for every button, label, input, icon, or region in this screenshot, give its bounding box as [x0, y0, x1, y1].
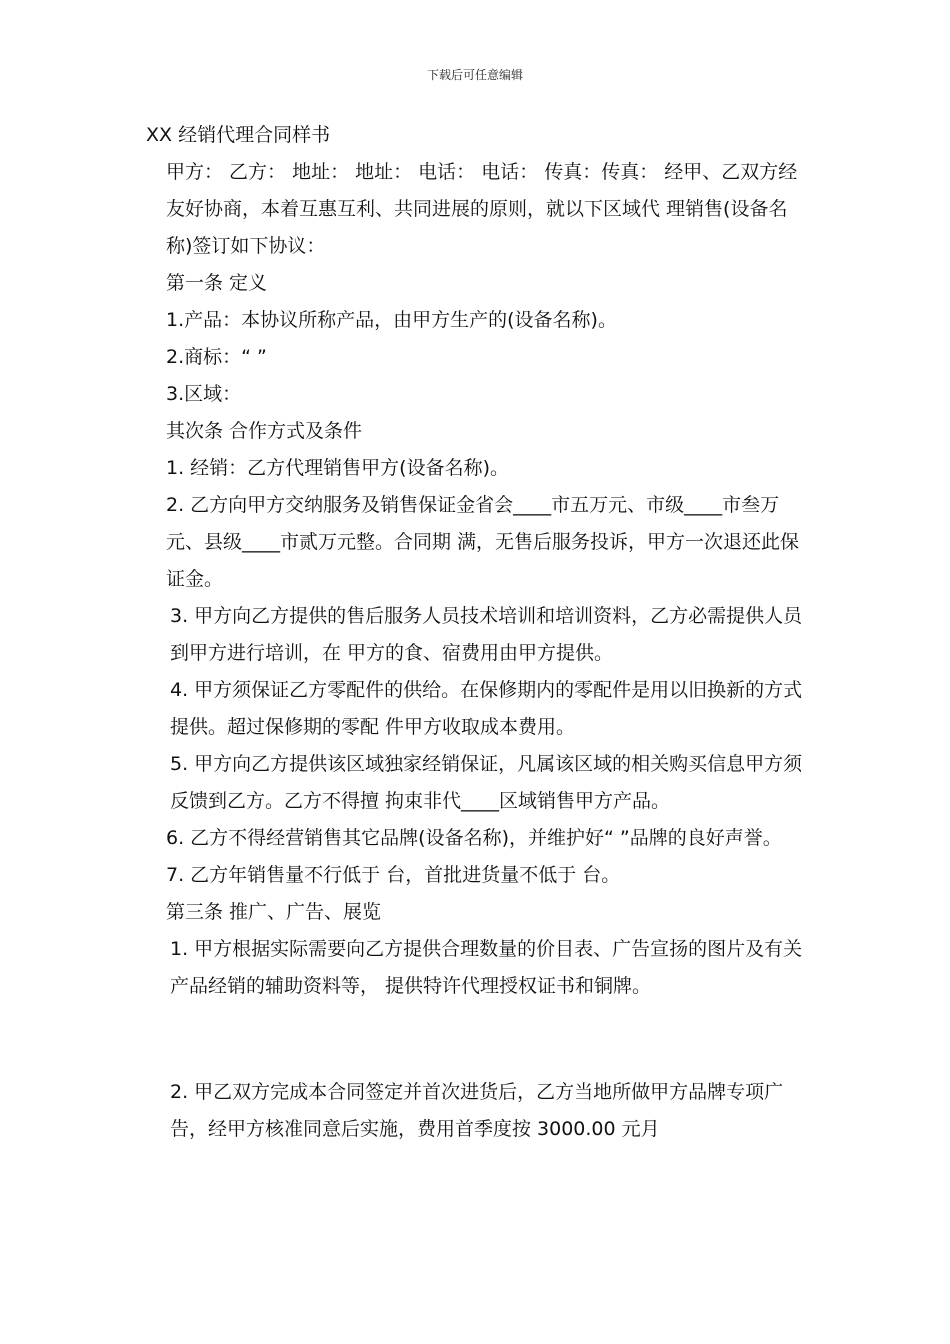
contract-paragraph: 1. 经销：乙方代理销售甲方(设备名称)。 — [166, 457, 509, 479]
contract-paragraph: 第三条 推广、广告、展览 — [166, 901, 382, 923]
contract-paragraph: 3. 甲方向乙方提供的售后服务人员技术培训和培训资料，乙方必需提供人员到甲方进行培训，在 甲方的食、宿费用由甲方提供。 — [170, 605, 803, 664]
contract-paragraph: 1. 甲方根据实际需要向乙方提供合理数量的价目表、广告宣扬的图片及有关产品经销的辅助资料等， 提供特许代理授权证书和铜牌。 — [170, 938, 803, 997]
blank-line — [146, 1021, 811, 1058]
contract-body — [146, 120, 811, 1148]
contract-paragraph: 2.商标：“ ” — [166, 346, 267, 368]
contract-paragraph: 7. 乙方年销售量不行低于 台，首批进货量不低于 台。 — [166, 864, 621, 886]
contract-paragraph: 1.产品：本协议所称产品，由甲方生产的(设备名称)。 — [166, 309, 617, 331]
document-title: XX 经销代理合同样书 — [146, 124, 331, 146]
contract-paragraph: 甲方： 乙方： 地址： 地址： 电话： 电话： 传真：传真： 经甲、乙双方经友好协商，本着互惠互利、共同进展的原则，就以下区域代 理销售(设备名称)签订如下协议： — [166, 161, 798, 257]
header-note: 下载后可任意编辑 — [426, 68, 523, 82]
contract-paragraph: 4. 甲方须保证乙方零配件的供给。在保修期内的零配件是用以旧换新的方式提供。超过保修期的零配 件甲方收取成本费用。 — [170, 679, 803, 738]
contract-paragraph: 5. 甲方向乙方提供该区域独家经销保证，凡属该区域的相关购买信息甲方须反馈到乙方。乙方不得擅 拘束非代____区域销售甲方产品。 — [170, 753, 803, 812]
contract-paragraph: 其次条 合作方式及条件 — [166, 420, 363, 442]
contract-paragraph: 2. 乙方向甲方交纳服务及销售保证金省会____市五万元、市级____市叁万元、县级____市贰万元整。合同期 满，无售后服务投诉，甲方一次退还此保证金。 — [166, 494, 800, 590]
contract-paragraph: 第一条 定义 — [166, 272, 268, 294]
contract-paragraph: 3.区域： — [166, 383, 242, 405]
contract-paragraph: 2. 甲乙双方完成本合同签定并首次进货后，乙方当地所做甲方品牌专项广告，经甲方核准同意后实施，费用首季度按 3000.00 元月 — [170, 1081, 784, 1140]
contract-paragraph: 6. 乙方不得经营销售其它品牌(设备名称)，并维护好“ ”品牌的良好声誉。 — [166, 827, 782, 849]
paragraph-list — [146, 154, 811, 1148]
